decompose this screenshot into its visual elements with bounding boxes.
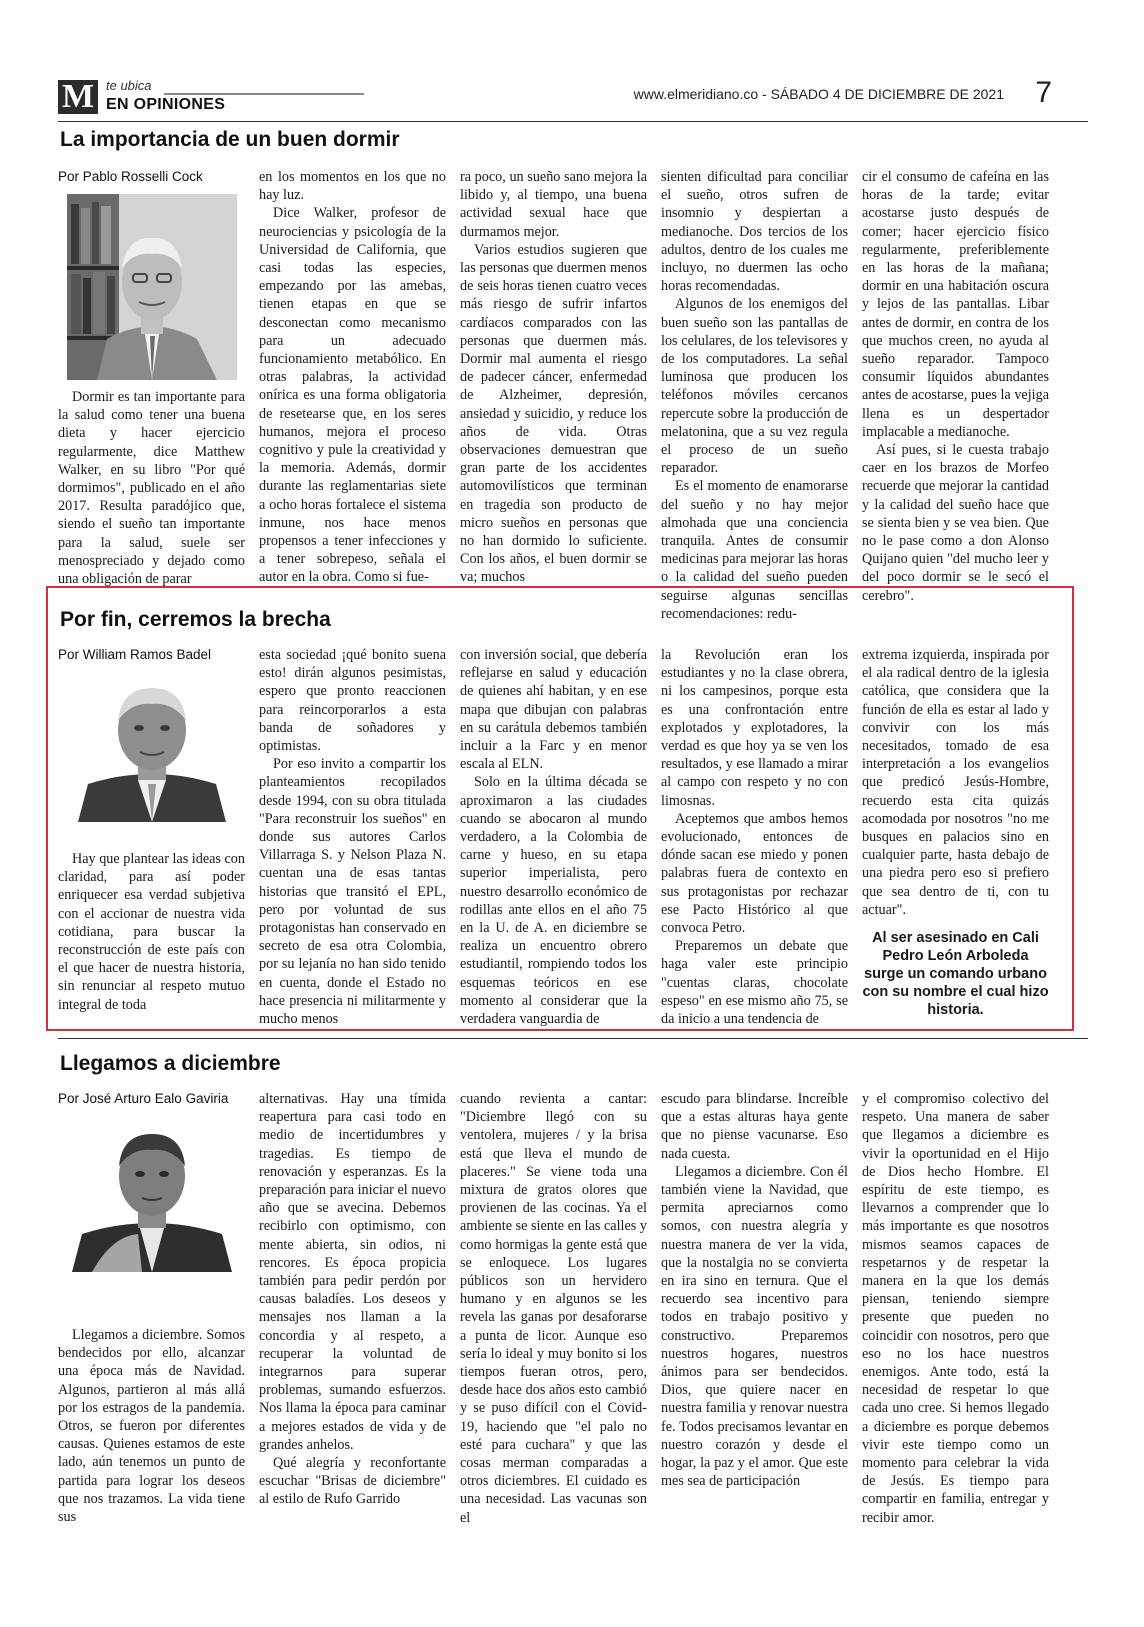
paragraph: Preparemos un debate que haga valer este principio "cuentas claras, chocolate espeso" en ese mismo año 75, se da inicio a una tendencia de bbox=[661, 938, 848, 1028]
section-kicker: te ubica bbox=[106, 78, 152, 93]
header-rule bbox=[58, 121, 1088, 122]
paragraph: Algunos de los enemigos del buen sueño son las pantallas de los celulares, de los televisores y de los computadores. La señal luminosa que producen los teléfonos móviles cercanos repercute sobre la producción de melatonina, que a su vez regula el proceso de un sueño reparador. bbox=[661, 296, 848, 477]
paragraph: cuando revienta a cantar: "Diciembre llegó con su ventolera, mujeres / y la brisa está que lleva el mundo de placeres." Se viene toda una mixtura de gratos olores que provienen de las cocinas. Ya el ambiente se siente en las calles y como hormigas la gente está que se enloquece. Los lugares públicos son un hervidero humano y en algunos se les revela las ganas por desaforarse a punta de licor. Aunque eso sería lo ideal y muy bonito si los tiempos fueran otros, pero, desde hace dos años esto cambió y se puso difícil con el Covid-19, haciendo que "el palo no esté para cuchara" y que las cosas merman comparadas a otros diciembres. El cuidado es una necesidad. Las vacunas son el bbox=[460, 1091, 647, 1526]
article-column-1 bbox=[58, 1090, 245, 1527]
paragraph: y el compromiso colectivo del respeto. Una manera de saber que llegamos a diciembre es vivir la oportunidad en el Hijo de Dios hecho Hombre. El espíritu de este tiempo, es llevarnos a comprender que lo más importante es que nosotros mismos seamos capaces de respetarnos y de respetar la manera en la que los demás piensan, teniendo siempre presente que pueden no coincidir con nosotros, pero que eso no los hace nuestros enemigos. Ante todo, está la necesidad de respetar lo que cada uno cree. Si hemos llegado a diciembre es porque debemos vivir este tiempo como un momento para celebrar la vida de Jesús. Es tiempo para compartir en familia, entregar y recibir amor. bbox=[862, 1091, 1049, 1526]
paragraph: Aceptemos que ambos hemos evolucionado, entonces de dónde sacan ese miedo y ponen palabras fuera de contexto en sus protagonistas por rechazar ese Pacto Histórico al que convoca Petro. bbox=[661, 810, 848, 937]
paragraph: con inversión social, que debería reflejarse en salud y educación de quienes ahí habitan, y en ese mapa que dibujan con palabras en su carátula debemos también incluir a la Farc y en menor escala al ELN. bbox=[460, 647, 647, 773]
article-title: Llegamos a diciembre bbox=[60, 1052, 281, 1075]
author-photo bbox=[67, 194, 237, 380]
section-name: EN OPINIONES bbox=[106, 96, 226, 113]
folio-line: www.elmeridiano.co - SÁBADO 4 DE DICIEMBRE DE 2021 bbox=[633, 86, 1004, 102]
article-column-3 bbox=[460, 1090, 647, 1527]
paragraph: Así pues, si le cuesta trabajo caer en los brazos de Morfeo recuerde que mejorar la cantidad y la calidad del sueño hace que se sienta bien y se vea bien. Que no le pase como a don Alonso Quijano quien "del mucho leer y del poco dormir se le secó el cerebro". bbox=[862, 442, 1049, 604]
newspaper-logo: M bbox=[58, 80, 98, 114]
article-column-3 bbox=[460, 168, 647, 623]
kicker-rule bbox=[164, 93, 364, 95]
article-column-2 bbox=[259, 168, 446, 623]
paragraph: la Revolución eran los estudiantes y no la clase obrera, ni los campesinos, porque esta es una confrontación entre explotados y explotadores, la verdad es que hoy ya se ven los resultados, y ese llamado a mirar al campo con respeto y no con limosnas. bbox=[661, 647, 848, 809]
article-column-2 bbox=[259, 646, 446, 1028]
article-title: La importancia de un buen dormir bbox=[60, 128, 400, 151]
paragraph: Dice Walker, profesor de neurociencias y psicología de la Universidad de California, que casi todas las especies, empezando por las amebas, tienen etapas en que se desconectan como mecanismo para un adecuado funcionamiento metabólico. En otras palabras, la actividad onírica es una forma obligatoria de resetearse que, en los seres humanos, mejora el proceso cognitivo y pule la creatividad y la memoria. Además, dormir durante las reglamentarias siete a ocho horas fortalece el sistema inmune, nos hace menos propensos a tener infecciones y a tener sobrepeso, señala el autor en la obra. Como si fue- bbox=[259, 205, 446, 586]
paragraph: alternativas. Hay una tímida reapertura para casi todo en medio de incertidumbres y tragedias. Es tiempo de renovación y esperanzas. Es la preparación para iniciar el nuevo año que se avecina. Debemos recibirlo con optimismo, con mente abierta, sin odios, ni rencores. Es época propicia también para pedir perdón por causas baladíes. Los deseos y mensajes nos llaman a la concordia y al respeto, a recuperar la voluntad de integrarnos para superar problemas, sumando esfuerzos. Nos llama la época para caminar a mejores estados de vida y de grandes anhelos. bbox=[259, 1091, 446, 1453]
article-column-4 bbox=[661, 1090, 848, 1527]
author-photo bbox=[72, 1116, 232, 1272]
article-column-4 bbox=[661, 168, 848, 623]
paragraph: sienten dificultad para conciliar el sueño, otros sufren de insomnio y despiertan a medianoche. Dos tercios de los adultos, dentro de los cuales me incluyo, no duermen las ocho horas recomendadas. bbox=[661, 169, 848, 295]
byline: Por José Arturo Ealo Gaviria bbox=[58, 1091, 229, 1106]
byline: Por William Ramos Badel bbox=[58, 647, 212, 662]
paragraph: cir el consumo de cafeína en las horas de la tarde; evitar acostarse justo después de comer; hacer ejercicio físico regularmente, preferiblemente en las horas de la mañana; dormir en una habitación oscura y lejos de las pantallas. Libar antes de dormir, en contra de los que muchos creen, no ayuda al sueño reparador. Tampoco consumir líquidos abundantes antes de acostarse, pues la vejiga llena es un despertador implacable a medianoche. bbox=[862, 169, 1049, 440]
paragraph: Hay que plantear las ideas con claridad, para así poder enriquecer esa verdad subjetiva con el accionar de nuestra vida cotidiana, para buscar la reconstrucción de este país con el que hacer de nuestra historia, sin renunciar al respeto mutuo integral de toda bbox=[58, 851, 245, 1013]
article-column-1 bbox=[58, 168, 245, 623]
pull-quote: Al ser asesinado en Cali Pedro León Arboleda surge un comando urbano con su nombre el cual hizo historia. bbox=[862, 930, 1049, 1019]
paragraph: Varios estudios sugieren que las personas que duermen menos de seis horas tienen cuatro veces más riesgo de sufrir infartos cardíacos comparados con las personas que duermen más. Dormir mal aumenta el riesgo de padecer cáncer, enfermedad de Alzheimer, depresión, ansiedad y suicidio, y reduce los años de vida. Otras observaciones demuestran que gran parte de los accidentes automovilísticos que terminan en tragedia son producto de micro sueños en personas que no han dormido lo suficiente. Con los años, el buen dormir se va; muchos bbox=[460, 241, 647, 586]
article-column-3 bbox=[460, 646, 647, 1028]
article-column-5 bbox=[862, 1090, 1049, 1527]
author-photo bbox=[72, 672, 232, 822]
paragraph: Llegamos a diciembre. Somos bendecidos por ello, alcanzar una época más de Navidad. Algunos, partieron al más allá por los estragos de la pandemia. Otros, se fueron por diferentes causas. Quienes estamos de este lado, aún tenemos un punto de partida para lograr los deseos que nos trazamos. La vida tiene sus bbox=[58, 1327, 245, 1526]
article-llegamos-diciembre bbox=[58, 1052, 1088, 1572]
article-column-1 bbox=[58, 646, 245, 1028]
paragraph: esta sociedad ¡qué bonito suena esto! dirán algunos pesimistas, espero que pronto reaccionen para reincorporarlos a esta banda de soñadores y optimistas. bbox=[259, 647, 446, 755]
paragraph: escudo para blindarse. Increíble que a estas alturas haya gente que no piense vacunarse. Eso nada cuesta. bbox=[661, 1091, 848, 1162]
paragraph: extrema izquierda, inspirada por el ala radical dentro de la iglesia católica, que considera que la función de ella es estar al lado y convivir con los más necesitados, tomado de esa interpretación a los evangelios que predicó Jesús-Hombre, recuerdo esta cita quizás acomodada por nosotros "no me busques en palacios sino en cualquier parte, hasta debajo de una piedra pero eso si prefiero que sea dentro de ti, con tu actuar". bbox=[862, 647, 1049, 918]
paragraph: Dormir es tan importante para la salud como tener una buena dieta y hacer ejercicio regularmente, dice Matthew Walker, en su libro "Por qué dormimos", publicado en el año 2017. Resulta paradójico que, siendo el sueño tan importante para la salud, suele ser menospreciado y dejado como una obligación de parar bbox=[58, 389, 245, 588]
paragraph: ra poco, un sueño sano mejora la libido y, al tiempo, una buena actividad sexual hace que durmamos mejor. bbox=[460, 169, 647, 240]
paragraph: Es el momento de enamorarse del sueño y no hay mejor almohada que una conciencia tranquila. Antes de consumir medicinas para mejorar las horas o la calidad del sueño pueden seguirse algunas sencillas recomendaciones: redu- bbox=[661, 478, 848, 622]
article-column-5 bbox=[862, 168, 1049, 623]
masthead bbox=[58, 78, 1088, 118]
article-column-5 bbox=[862, 646, 1049, 1028]
article-title: Por fin, cerremos la brecha bbox=[60, 608, 331, 631]
article-column-2 bbox=[259, 1090, 446, 1527]
page-number: 7 bbox=[1035, 76, 1052, 109]
paragraph: Solo en la última década se aproximaron a las ciudades cuando se abocaron al mundo verdadero, a la Colombia de carne y hueso, en su etapa superior imperialista, pero nuestro desarrollo económico de rodillas ante ellos en el año 75 en la U. de A. en diciembre se realiza un encuentro obrero estudiantil, rompiendo todos los esquemas teóricos en ese momento al considerar que la verdadera vanguardia de bbox=[460, 774, 647, 1028]
article-column-4 bbox=[661, 646, 848, 1028]
paragraph: Qué alegría y reconfortante escuchar "Brisas de diciembre" al estilo de Rufo Garrido bbox=[259, 1455, 446, 1508]
paragraph: Llegamos a diciembre. Con él también viene la Navidad, que permita apreciarnos como somos, con nuestra alegría y nuestra manera de ver la vida, que la nostalgia no se convierta en ira sino en ternura. Que el recuerdo sea incentivo para todos en trabajo positivo y constructivo. Preparemos nuestros hogares, nuestros ánimos para ser bendecidos. Dios, que quiere nacer en nuestra familia y renovar nuestra fe. Todos precisamos levantar en nuestro corazón y desde el hogar, la paz y el amor. Que este mes sea de participación bbox=[661, 1163, 848, 1490]
paragraph: en los momentos en los que no hay luz. bbox=[259, 169, 446, 204]
paragraph: Por eso invito a compartir los planteamientos recopilados desde 1994, con su obra titulada "Para reconstruir los sueños" en donde sus autores Carlos Villarraga S. y Nelson Plaza N. cuentan una de esas tantas historias que transitó el EPL, pero por voluntad de sus protagonistas han conservado en secreto de esa otra Colombia, por su lejanía no han sido tenido en cuenta, donde el Estado no hace presencia ni militarmente y mucho menos bbox=[259, 756, 446, 1028]
byline: Por Pablo Rosselli Cock bbox=[58, 169, 203, 184]
article-cerremos-brecha bbox=[58, 608, 1088, 1028]
section-rule bbox=[58, 1038, 1088, 1039]
